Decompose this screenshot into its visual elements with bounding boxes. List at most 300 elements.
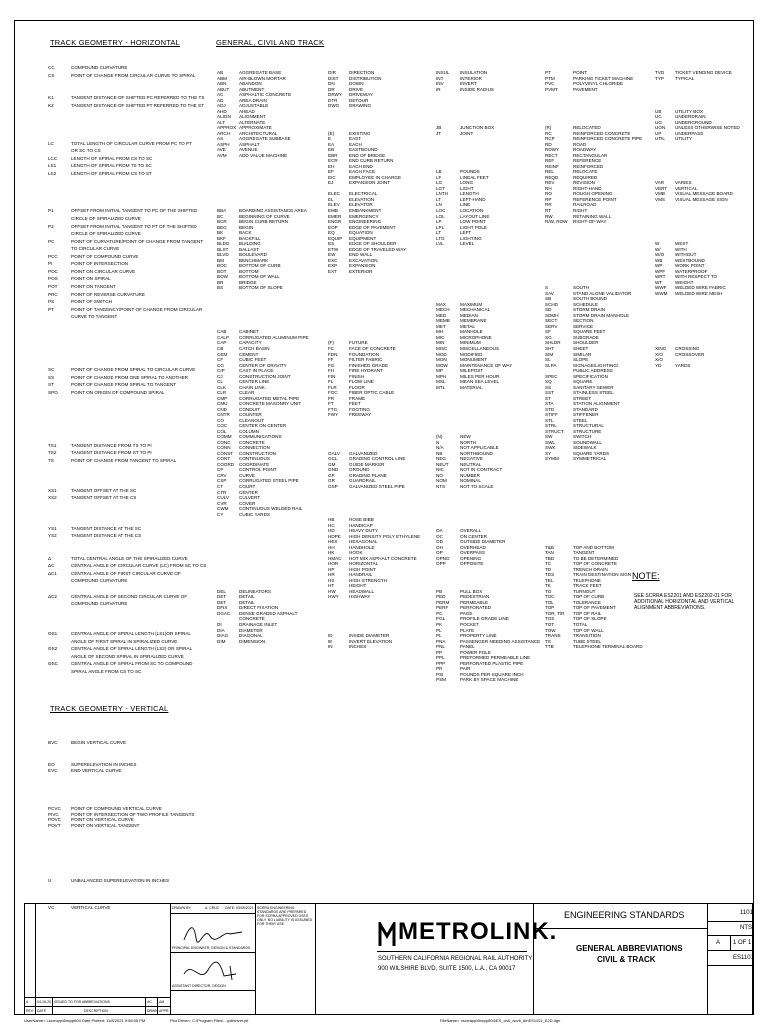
- abbrev-definition: REINFORCED CONCRETE PIPE: [573, 136, 643, 142]
- abbrev-definition: ANGLE OF SECOND SPIRAL IN SPIRALIZED CURVE: [71, 653, 184, 659]
- abbrev-code: WWF: [655, 285, 667, 291]
- abbrev-code: SECT: [545, 318, 558, 324]
- abbrev-definition: NOT TO SCALE: [460, 484, 494, 489]
- abbrev-code: BLDG: [217, 241, 230, 247]
- abbrev-code: BK: [217, 230, 224, 236]
- abbrev-code: SST: [545, 390, 554, 396]
- abbrev-code: BCR: [217, 219, 227, 225]
- abbrev-code: BC: [217, 213, 224, 219]
- abbrev-definition: CAST IN PLACE: [239, 368, 274, 374]
- abbrev-code: SWK: [545, 445, 556, 451]
- abbrev-code: ΘS1: [48, 631, 58, 637]
- abbrev-definition: HEADWALL: [349, 588, 375, 594]
- abbrev-code: TTB: [545, 644, 554, 650]
- abbrev-code: CSP: [217, 478, 227, 484]
- abbrev-definition: SIMILAR: [573, 351, 592, 357]
- abbrev-definition: COUNTER: [239, 412, 262, 418]
- abbrev-code: (R): [545, 125, 552, 131]
- abbrev-definition: REFERENCE POINT: [573, 196, 617, 202]
- abbrev-code: GALV: [328, 450, 340, 456]
- abbrev-code: FR: [328, 395, 335, 401]
- abbrev-definition: POINT OF INTERSECTION: [71, 261, 129, 267]
- abbrev-definition: ROUGH OPENING: [573, 191, 613, 197]
- abbrev-code: DET: [217, 594, 227, 600]
- abbrev-code: WB: [655, 257, 663, 263]
- col-head-drwn: DRWN: [147, 1009, 158, 1013]
- abbrev-definition: COORDINATE: [239, 461, 270, 467]
- abbrev-code: PGL: [436, 616, 446, 622]
- abbrev-code: CT: [217, 484, 224, 489]
- abbrev-definition: UNDERPASS: [675, 130, 704, 136]
- col-head-desc: DESCRIPTION: [84, 1009, 108, 1013]
- abbrev-definition: OPPOSITE: [460, 561, 484, 567]
- metrolink-logo: METROLINK.: [398, 918, 558, 945]
- abbrev-definition: STIFFENER: [573, 412, 599, 418]
- abbrev-definition: WORK POINT: [675, 263, 705, 269]
- abbrev-code: FG: [328, 362, 335, 368]
- abbrev-definition: EACH: [349, 141, 362, 147]
- abbrev-definition: TANGENT DISTANCE FROM TS TO PI: [71, 442, 152, 448]
- abbrev-code: SS: [545, 384, 552, 390]
- abbrev-code: TOR, T/R: [545, 610, 565, 616]
- rev-value: A: [26, 1000, 29, 1004]
- abbrev-code: UG: [655, 119, 662, 125]
- abbrev-code: BOW: [217, 274, 228, 280]
- abbrev-code: TOL: [545, 599, 554, 605]
- abbrev-definition: TANGENT DISTANCE OF SHIFTED PC REFERRED TO THE TS: [71, 95, 205, 101]
- abbrev-definition: ARCHITECTURAL: [239, 130, 278, 136]
- abbrev-code: PSI: [436, 671, 444, 677]
- abbrev-code: UC: [655, 114, 662, 120]
- abbrev-definition: BOTTOM OF SLOPE: [239, 285, 283, 291]
- abbrev-definition: POUNDS: [460, 169, 480, 175]
- abbrev-code: VMB: [655, 191, 665, 197]
- abbrev-code: CALP: [217, 334, 230, 340]
- abbrev-definition: ALTERNATE: [239, 119, 266, 125]
- abbrev-code: MECH: [436, 307, 450, 313]
- abbrev-code: POC: [48, 268, 58, 274]
- abbrev-code: REL: [545, 169, 554, 175]
- abbrev-code: NOM: [436, 478, 447, 484]
- abbrev-code: UB: [655, 108, 662, 114]
- abbrev-code: DET: [217, 599, 227, 605]
- abbrev-definition: VISUAL MESSAGE BOARD: [675, 191, 733, 197]
- abbrev-definition: BOTTOM OF CURB: [239, 263, 281, 269]
- abbrev-code: EL: [328, 196, 334, 202]
- abbrev-code: PTM: [545, 75, 555, 81]
- abbrev-definition: HANDICAP: [349, 522, 373, 528]
- abbrev-code: SCHD: [545, 301, 559, 307]
- abbrev-code: GM: [328, 461, 336, 467]
- abbrev-definition: EXPANSION JOINT: [349, 180, 391, 186]
- abbrev-definition: TELEPHONE TERMINAL BOARD: [573, 644, 643, 650]
- abbrev-code: PL: [436, 627, 442, 633]
- abbrev-definition: LEFT: [460, 230, 472, 236]
- abbrev-definition: TANGENT DISTANCE FROM ST TO PI: [71, 450, 152, 456]
- abbrev-definition: SUPERELEVATION IN INCHES: [71, 762, 137, 767]
- abbrev-code: P2: [48, 223, 54, 229]
- abbrev-code: RCP: [545, 136, 555, 142]
- abbrev-definition: HIGHWAY: [349, 594, 371, 600]
- abbrev-code: RECT: [545, 152, 558, 158]
- abbrev-definition: YARDS: [675, 362, 691, 368]
- abbrev-code: ΔC: [48, 563, 55, 569]
- abbrev-definition: ANGLE OF FIRST SPIRAL IN SPIRALIZED CURVE: [71, 638, 178, 644]
- abbrev-definition: TANGENT OFFSET AT THE CS: [71, 495, 137, 501]
- abbrev-code: PCC: [48, 253, 58, 259]
- abbrev-definition: POLYVINYL CHLORIDE: [573, 81, 624, 87]
- abbrev-definition: TOP OF RAIL: [573, 610, 602, 616]
- abbrev-code: ID: [328, 633, 333, 639]
- abbrev-definition: CENTRAL ANGLE OF SPIRAL LENGTH (LS2) OR SPIRAL: [71, 646, 193, 652]
- abbrev-definition: DELINEATORS: [239, 588, 271, 594]
- abbrev-definition: NUMBER: [460, 472, 480, 478]
- abbrev-code: UON: [655, 125, 666, 131]
- abbrev-code: POVC: [48, 817, 62, 822]
- abbrev-definition: CONTINUOUS: [239, 456, 270, 462]
- abbrev-code: PS: [48, 299, 55, 305]
- abbrev-code: TS: [48, 457, 54, 463]
- abbrev-definition: TRANSITION: [573, 633, 601, 639]
- abbrev-code: TS1: [48, 442, 57, 448]
- abbrev-code: PERM: [436, 599, 450, 605]
- abbrev-definition: TANGENT DISTANCE AT THE SC: [71, 525, 142, 531]
- abbrev-definition: SPECIFICATION: [573, 373, 608, 379]
- abbrev-code: GCL: [328, 456, 338, 462]
- rev-description: ISSUED TO FOR ABBREVIATIONS: [54, 1000, 110, 1004]
- abbrev-definition: EXCAVATION: [349, 257, 378, 263]
- abbrev-code: TK: [545, 583, 551, 589]
- abbrev-definition: END OF BRIDGE: [349, 152, 386, 158]
- abbrev-definition: CATCH BASIN: [239, 346, 270, 351]
- abbrev-definition: GRADING PLANE: [349, 472, 387, 478]
- abbrev-definition: STORM DRAIN: [573, 307, 606, 313]
- abbrev-code: DTR: [328, 97, 338, 103]
- abbrev-code: MED: [436, 312, 447, 318]
- abbrev-definition: FEET: [349, 401, 361, 407]
- abbrev-definition: POINT OF CHANGE FROM TANGENT TO SPIRAL: [71, 457, 177, 463]
- abbrev-definition: SHOULDER: [573, 340, 599, 346]
- abbrev-definition: OUTSIDE DIAMETER: [460, 539, 506, 545]
- abbrev-code: EW: [328, 252, 336, 258]
- abbrev-definition: FUTURE: [349, 340, 368, 346]
- abbrev-definition: PERMEABLE: [460, 599, 489, 605]
- abbrev-code: BM: [217, 257, 224, 263]
- abbrev-definition: HOT MIX ASPHALT CONCRETE: [349, 555, 417, 561]
- abbrev-code: FLR: [328, 384, 337, 390]
- abbrev-code: XS2: [48, 495, 57, 501]
- abbrev-definition: RECTANGULAR: [573, 152, 608, 158]
- abbrev-code: LVL: [436, 241, 444, 247]
- abbrev-code: FL: [328, 379, 334, 385]
- abbrev-definition: HANDHOLE: [349, 544, 375, 550]
- abbrev-definition: BOARDING ASSISTANCE AREA: [239, 208, 307, 213]
- abbrev-definition: FOOTING: [349, 406, 370, 412]
- abbrev-code: MAX: [436, 301, 446, 307]
- abbrev-code: ST: [545, 395, 551, 401]
- abbrev-code: CB: [217, 346, 224, 351]
- abbrev-definition: CLEANOUT: [239, 417, 265, 423]
- abbrev-definition: POINT ON VERTICAL CURVE: [71, 817, 134, 822]
- abbrev-code: LT: [436, 196, 442, 202]
- abbrev-definition: CONCRETE: [239, 439, 265, 445]
- abbrev-definition: SPIRAL ANGLE FROM CS TO SC: [71, 669, 142, 674]
- drawing-sheet: [14, 20, 754, 1015]
- abbrev-code: EMER: [328, 213, 342, 219]
- abbrev-code: EOP: [328, 224, 338, 230]
- abbrev-code: UTIL: [655, 136, 665, 142]
- abbrev-code: ABM: [217, 75, 227, 81]
- abbrev-definition: HOOK: [349, 550, 363, 556]
- abbrev-code: OPP: [436, 561, 446, 567]
- abbrev-definition: INVERT ELEVATION: [349, 638, 393, 644]
- abbrev-code: JT: [436, 130, 442, 136]
- abbrev-definition: PUBLIC ADDRESS: [573, 368, 613, 374]
- abbrev-code: POT: [48, 283, 58, 289]
- abbrev-definition: CABINET: [239, 329, 259, 335]
- abbrev-code: ES: [328, 241, 335, 247]
- abbrev-code: UP: [655, 130, 662, 136]
- abbrev-definition: HEXAGONAL: [349, 539, 378, 545]
- abbrev-definition: BALLAST: [239, 246, 260, 252]
- abbrev-code: HEX: [328, 539, 338, 545]
- abbrev-code: NB: [436, 450, 443, 456]
- abbrev-code: DWG: [328, 103, 340, 109]
- abbrev-code: BVC: [48, 740, 58, 745]
- abbrev-definition: VERTICAL CURVE: [71, 905, 111, 910]
- rev-drawn: AC: [147, 1000, 152, 1004]
- abbrev-definition: LAYOUT LINE: [460, 213, 490, 219]
- abbrev-definition: PARK BY SPACE MACHINE: [460, 677, 519, 683]
- abbrev-definition: TUBE STEEL: [573, 638, 602, 644]
- abbrev-code: CAP: [217, 340, 227, 346]
- abbrev-code: ABUT: [217, 86, 230, 92]
- abbrev-definition: DETAIL: [239, 599, 255, 605]
- abbrev-definition: MECHANICAL: [460, 307, 491, 313]
- abbrev-definition: AIR-BLOWN MORTAR: [239, 75, 286, 81]
- abbrev-code: GR: [328, 478, 335, 484]
- abbrev-code: PVC: [545, 81, 555, 87]
- abbrev-code: LOL: [436, 213, 445, 219]
- abbrev-code: EQUIP: [328, 235, 343, 241]
- abbrev-code: SY: [545, 450, 552, 456]
- abbrev-code: W: [655, 241, 660, 247]
- abbrev-definition: FRAME: [349, 395, 366, 401]
- abbrev-definition: EDGE OF PAVEMENT: [349, 224, 396, 230]
- abbrev-code: PVMT: [545, 86, 558, 92]
- abbrev-definition: GUIDE MARKER: [349, 461, 385, 467]
- abbrev-code: LS1: [48, 163, 57, 169]
- abbrev-definition: SIDEWALK: [573, 445, 597, 451]
- abbrev-definition: MILES PER HOUR: [460, 373, 500, 379]
- abbrev-code: CLR: [217, 390, 227, 396]
- scale-value: NTS: [740, 925, 752, 931]
- abbrev-definition: LOW POINT: [460, 219, 486, 225]
- abbrev-code: RR: [545, 202, 552, 208]
- abbrev-code: SF: [545, 329, 551, 335]
- abbrev-code: SW: [545, 434, 553, 440]
- abbrev-definition: MONUMENT: [460, 357, 488, 363]
- abbrev-code: LS2: [48, 170, 57, 176]
- abbrev-definition: DENSE GRADED ASPHALT: [239, 610, 298, 616]
- abbrev-definition: EDGE OF SHOULDER: [349, 241, 397, 247]
- abbrev-definition: UNBALANCED SUPERELEVATION IN INCHES: [71, 877, 170, 883]
- abbrev-definition: CURVE: [239, 472, 255, 478]
- abbrev-definition: UTILITY BOX: [675, 108, 703, 114]
- abbrev-code: U: [48, 877, 52, 883]
- abbrev-code: INT: [436, 75, 444, 81]
- abbrev-definition: TELEPHONE: [573, 577, 601, 583]
- abbrev-definition: POINT: [573, 70, 588, 75]
- abbrev-definition: DRIVEWAY: [349, 92, 373, 98]
- abbrev-definition: REINFORCED: [573, 163, 604, 169]
- abbrev-code: DGAC: [217, 610, 231, 616]
- abbrev-definition: SWITCH: [573, 434, 592, 440]
- abbrev-definition: DIRECTION: [349, 70, 375, 75]
- abbrev-code: PERF: [436, 605, 449, 611]
- abbrev-definition: SANITARY SEWER: [573, 384, 614, 390]
- abbrev-definition: RELOCATED: [573, 125, 601, 131]
- abbrev-code: LPL: [436, 224, 445, 230]
- abbrev-code: CC: [48, 65, 55, 70]
- abbrev-code: EA: [328, 141, 335, 147]
- track-horizontal-header: TRACK GEOMETRY - HORIZONTAL: [50, 38, 180, 47]
- abbrev-definition: LIGHTING: [460, 235, 482, 241]
- abbrev-definition: PREFORMED PERMEABLE LINE: [460, 655, 531, 661]
- abbrev-code: SD: [545, 307, 552, 313]
- abbrev-definition: FILTER FABRIC: [349, 357, 383, 363]
- abbrev-code: PI: [48, 261, 53, 267]
- abbrev-code: IR: [436, 86, 441, 92]
- abbrev-code: TOS: [545, 616, 555, 622]
- col-head-appr: APPR: [159, 1009, 169, 1013]
- abbrev-code: RH: [545, 185, 552, 191]
- abbrev-code: LN: [436, 202, 442, 208]
- abbrev-definition: END WALL: [349, 252, 373, 258]
- abbrev-code: YS1: [48, 525, 57, 531]
- abbrev-definition: FLOOR: [349, 384, 365, 390]
- abbrev-definition: TRAIN DESTINATION SIGN: [573, 572, 632, 578]
- abbrev-definition: TYPICAL: [675, 75, 695, 81]
- abbrev-definition: BACK: [239, 230, 252, 236]
- abbrev-definition: BRIDGE: [239, 279, 257, 285]
- abbrev-code: OH: [436, 544, 443, 550]
- abbrev-definition: HEIGHT: [349, 583, 367, 589]
- abbrev-definition: LINE: [460, 202, 471, 208]
- abbrev-code: XS1: [48, 487, 57, 493]
- abbrev-code: K1: [48, 95, 54, 101]
- abbrev-definition: STRUCTURAL: [573, 423, 604, 429]
- rev-approved: AM: [159, 1000, 165, 1004]
- abbrev-code: HD: [328, 528, 335, 534]
- abbrev-definition: SOUTH BOUND: [573, 296, 607, 302]
- abbrev-definition: NOT APPLICABLE: [460, 445, 499, 451]
- abbrev-definition: POINT OF REVERSE CURVATURE: [71, 291, 145, 297]
- abbrev-code: ΘS2: [48, 646, 58, 652]
- abbrev-code: BOT: [217, 268, 227, 274]
- abbrev-code: HOR: [328, 561, 339, 567]
- abbrev-definition: LINEAL FEET: [460, 174, 489, 180]
- abbrev-definition: RIGHT: [573, 208, 588, 213]
- abbrev-definition: END VERTICAL CURVE: [71, 767, 122, 773]
- rev-date: 04-15-20: [37, 1000, 52, 1004]
- abbrev-code: SHLDR: [545, 340, 561, 346]
- abbrev-definition: OPENING: [460, 555, 482, 561]
- abbrev-definition: WATERPROOF: [675, 268, 708, 274]
- abbrev-code: TOT: [545, 622, 555, 627]
- sheet-count: 1 OF 1: [733, 940, 752, 946]
- abbrev-definition: ON CENTER: [460, 533, 488, 539]
- abbrev-code: HP: [328, 566, 335, 572]
- abbrev-definition: HEAVY DUTY: [349, 528, 378, 534]
- abbrev-code: VMS: [655, 196, 665, 202]
- abbrev-definition: TOP OF CURB: [573, 594, 605, 600]
- abbrev-definition: GALVANIZED: [349, 450, 378, 456]
- abbrev-code: MIC: [436, 334, 445, 340]
- abbrev-code: SYMM: [545, 456, 559, 462]
- abbrev-code: PB: [436, 588, 443, 594]
- abbrev-code: EXP: [328, 263, 338, 269]
- abbrev-code: MON: [436, 357, 447, 363]
- abbrev-definition: CIRCLE OF SPIRALIZED CURVE: [71, 216, 141, 221]
- abbrev-definition: CORRUGATED ALUMINUM PIPE: [239, 334, 309, 340]
- abbrev-code: HDPE: [328, 533, 341, 539]
- abbrev-code: RDWY: [545, 147, 560, 153]
- abbrev-definition: UNDERDRAIN: [675, 114, 706, 120]
- abbrev-definition: OFFSET FROM INITIAL TANGENT TO PC OF THE SHIFTED: [71, 208, 198, 214]
- abbrev-code: STA: [545, 401, 554, 407]
- abbrev-code: BS: [217, 285, 224, 291]
- general-civil-track-header: GENERAL, CIVIL AND TRACK: [216, 38, 325, 47]
- abbrev-definition: COMPOUND CURVATURE: [71, 601, 128, 607]
- abbrev-code: PNA: [436, 638, 446, 644]
- abbrev-definition: PROPERTY LINE: [460, 633, 497, 639]
- abbrev-code: (N): [436, 434, 443, 440]
- abbrev-code: N/A: [436, 445, 444, 451]
- abbrev-definition: STEEL: [573, 417, 588, 423]
- abbrev-definition: AGGREGATE SUBBASE: [239, 136, 291, 142]
- col-head-date: DATE: [37, 1009, 47, 1013]
- abbrev-definition: CENTRAL ANGLE OF SECOND CIRCULAR CURVE OF: [71, 593, 188, 599]
- abbrev-code: CTR: [217, 489, 227, 495]
- abbrev-code: NIC: [436, 467, 444, 473]
- abbrev-definition: WESTBOUND: [675, 257, 705, 263]
- abbrev-code: X/O: [655, 357, 663, 363]
- abbrev-definition: NOMINAL: [460, 478, 481, 484]
- abbrev-definition: CIRCLE OF SPIRALIZED CURVE: [71, 231, 141, 237]
- abbrev-definition: POINT OF CHANGE FROM SPIRAL TO CIRCULAR CURVE: [71, 367, 196, 372]
- abbrev-code: T&B: [545, 544, 554, 550]
- abbrev-definition: END CURB RETURN: [349, 158, 394, 164]
- date-value: 03/05/2021: [236, 906, 254, 910]
- abbrev-definition: CENTRAL ANGLE OF FIRST CIRCULAR CURVE OF: [71, 570, 181, 576]
- abbrev-code: TD: [545, 566, 552, 572]
- abbrev-definition: CONCRETE MASONRY UNIT: [239, 401, 302, 407]
- abbrev-code: FC: [328, 346, 335, 351]
- abbrev-definition: BEGIN: [239, 224, 254, 230]
- abbrev-definition: POINT OF TANGENCY/POINT OF CHANGE FROM CIRCULAR: [71, 306, 203, 312]
- abbrev-code: ST: [48, 382, 54, 388]
- abbrev-definition: CHAIN LINK: [239, 384, 265, 390]
- abbrev-definition: STAINLESS STEEL: [573, 390, 614, 396]
- abbrev-code: AVE: [217, 147, 226, 153]
- abbrev-code: EO: [48, 762, 55, 767]
- abbrev-definition: LEVEL: [460, 241, 475, 247]
- abbrev-code: DR: [328, 86, 335, 92]
- abbrev-definition: INCHES: [349, 644, 367, 650]
- abbrev-definition: SUBGRADE: [573, 334, 599, 340]
- abbrev-definition: PERFORATED PLASTIC PIPE: [460, 660, 524, 666]
